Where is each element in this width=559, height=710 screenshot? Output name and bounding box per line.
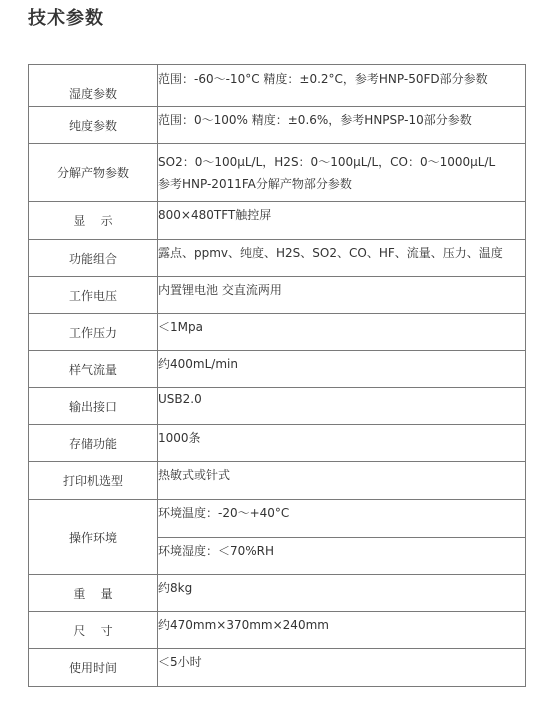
row-value-line: SO2：0～100μL/L，H2S：0～100μL/L，CO：0～1000μL/L: [158, 154, 496, 169]
row-label: 操作环境: [29, 500, 158, 575]
row-label: 功能组合: [29, 240, 158, 277]
row-label: 重 量: [29, 575, 158, 612]
table-row: [29, 649, 526, 687]
table-row: [29, 500, 526, 538]
table-row: [29, 144, 526, 202]
row-value: 内置锂电池 交直流两用: [158, 277, 526, 314]
row-label: 工作压力: [29, 314, 158, 351]
row-value: 800×480TFT触控屏: [158, 202, 526, 240]
row-label: 显 示: [29, 202, 158, 240]
row-value: 露点、ppmv、纯度、H2S、SO2、CO、HF、流量、压力、温度: [158, 240, 526, 277]
row-value: USB2.0: [158, 388, 526, 425]
row-label: 存储功能: [29, 425, 158, 462]
row-value: 环境湿度：＜70%RH: [158, 538, 526, 575]
table-row: [29, 612, 526, 649]
table-row: [29, 462, 526, 500]
row-value: 1000条: [158, 425, 526, 462]
table-row: [29, 65, 526, 107]
table-row: [29, 107, 526, 144]
row-value: 范围：-60～-10°C 精度：±0.2°C，参考HNP-50FD部分参数: [158, 65, 526, 107]
row-value: ＜5小时: [158, 649, 526, 687]
row-label: 使用时间: [29, 649, 158, 687]
row-value: 约470mm×370mm×240mm: [158, 612, 526, 649]
table-row: [29, 277, 526, 314]
row-value: 约8kg: [158, 575, 526, 612]
row-value: [158, 144, 526, 202]
row-value: ＜1Mpa: [158, 314, 526, 351]
row-label: 样气流量: [29, 351, 158, 388]
spec-table: [28, 64, 526, 687]
row-label: 打印机选型: [29, 462, 158, 500]
table-row: [29, 575, 526, 612]
table-row: [29, 202, 526, 240]
row-value: 环境温度：-20～+40°C: [158, 500, 526, 538]
row-label: 工作电压: [29, 277, 158, 314]
row-value: 热敏式或针式: [158, 462, 526, 500]
page-title: 技术参数: [28, 8, 104, 29]
row-value-line: 参考HNP-2011FA分解产物部分参数: [158, 176, 352, 191]
table-row: [29, 240, 526, 277]
table-row: [29, 425, 526, 462]
table-row: [29, 351, 526, 388]
row-label: 纯度参数: [29, 107, 158, 144]
table-row: [29, 314, 526, 351]
table-row: [29, 388, 526, 425]
row-label: 输出接口: [29, 388, 158, 425]
row-value: 范围：0～100% 精度：±0.6%，参考HNPSP-10部分参数: [158, 107, 526, 144]
row-label: 分解产物参数: [29, 144, 158, 202]
row-label: 湿度参数: [29, 65, 158, 107]
row-label: 尺 寸: [29, 612, 158, 649]
row-value: 约400mL/min: [158, 351, 526, 388]
